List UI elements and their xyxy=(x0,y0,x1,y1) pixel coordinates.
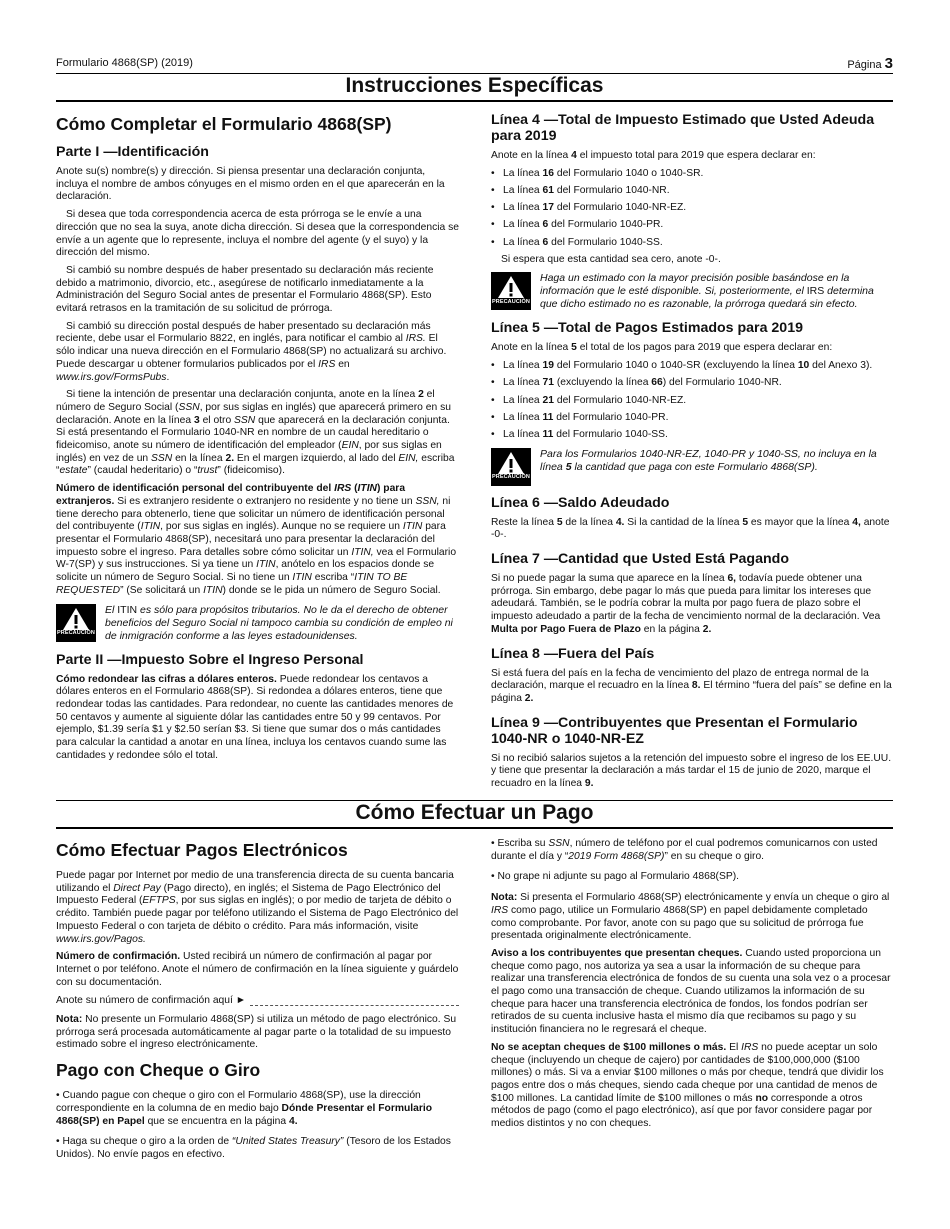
paragraph: • Escriba su SSN, número de teléfono por el cual podremos comunicarnos con usted durante el día y “2019 Form 4868(SP)” en su cheque o giro. xyxy=(491,838,878,862)
forms-link[interactable]: www.irs.gov/FormsPubs xyxy=(56,371,167,383)
paragraph: Si espera que esta cantidad sea cero, anote -0-. xyxy=(501,253,721,265)
list-item: • La línea 19 del Formulario 1040 o 1040-SR (excluyendo la línea 10 del Anexo 3). xyxy=(491,360,894,373)
caution-text: Haga un estimado con la mayor precisión posible basándose en la información que le esté disponible. Si, posteriormente, el IRS determina que dicho estimado no es razonable, la prórroga quedará sin efecto. xyxy=(540,272,874,311)
linea-4-list xyxy=(491,168,894,250)
paragraph: Si está fuera del país en la fecha de vencimiento del plazo de entrega normal de la declaración, marque el recuadro en la línea 8. El término “fuera del país” se define en la página 2. xyxy=(491,667,892,704)
heading-linea-6: Línea 6 —Saldo Adeudado xyxy=(491,494,670,511)
paragraph: Si desea que toda correspondencia acerca de esta prórroga se le envíe a una dirección que no sea la suya, anote dicha dirección. Si desea que la correspondencia se envíe a un agente que lo represente, incluya el nombre del agente (y el suyo) y la dirección del mismo. xyxy=(56,209,459,259)
paragraph-redondear: Cómo redondear las cifras a dólares enteros. Puede redondear los centavos a dólares enteros en el Formulario 4868(SP). Si redondea a dólares enteros, tiene que redondear todas las cantidades. Para redondear, no cuente las cantidades menores de 50 centavos y aumente al siguiente dólar las cantidades entre 50 y 99 centavos. Por ejemplo, $1.39 sería $1 y $2.50 serían $3. Si tiene que sumar dos o más cantidades para calcular la cantidad a anotar en una línea, incluya los centavos cuando sume las cantidades y redondee sólo el total. xyxy=(56,673,454,761)
paragraph: Aviso a los contribuyentes que presentan cheques. Cuando usted proporciona un cheque como pago, nos autoriza ya sea a usar la información de su cheque para realizar una transferencia electrónica de fondos de su cuenta una sola vez o a procesar el pago como una transacción de cheque. Cuando utilizamos la información de su cheque para hacer una transferencia electrónica de fondos, los fondos podrían ser retirados de su cuenta inclusive hasta el mismo día que recibamos su pago y su institución financiera no le regresará el cheque. xyxy=(491,947,891,1036)
caution-icon: PRECAUCIÓN xyxy=(491,272,531,310)
paragraph: Puede pagar por Internet por medio de una transferencia directa de su cuenta bancaria utilizando el Direct Pay (Pago directo), en inglés; el Sistema de Pago Electrónico del Impuesto Federal (EFTPS, por sus siglas en inglés); o por medio de tarjeta de débito o crédito. También puede pagar por teléfono utilizando el Sistema de Pago Electrónico del Impuesto Federal o con tarjeta de débito o crédito. Para más información, visite www.irs.gov/Pagos. xyxy=(56,870,459,945)
paragraph: No se aceptan cheques de $100 millones o más. El IRS no puede aceptar un solo cheque (incluyendo un cheque de cajero) por cantidades de $100,000,000 ($100 millones) o más. Si va a enviar $100 millones o más por cheque, tendrá que dividir los pagos entre dos o más cheques, siendo cada cheque por una cantidad de menos de $100 millones. La cantidad límite de $100 millones o más no corresponde a otros métodos de pago (como el pago electrónico), así que por favor considere pagar por medios distintos y no con cheques. xyxy=(491,1041,884,1130)
section-title-instrucciones: Instrucciones Específicas xyxy=(345,74,604,97)
paragraph: Nota: No presente un Formulario 4868(SP) si utiliza un método de pago electrónico. Su prórroga será procesada automáticamente al pagar parte o la totalidad de su impuesto estimado sobre el ingreso electrónicamente. xyxy=(56,1014,457,1051)
paragraph: Si no puede pagar la suma que aparece en la línea 6, todavía puede obtener una prórroga. Sin embargo, debe pagar lo más que pueda para limitar los intereses que adeudará. También, se le podría cobrar la multa por pago fuera de plazo sobre el impuesto adeudado a partir de la fecha de vencimiento normal de la declaración. Vea Multa por Pago Fuera de Plazo en la página 2. xyxy=(491,573,881,635)
list-item: • La línea 16 del Formulario 1040 o 1040-SR. xyxy=(491,168,894,181)
caution-text: Para los Formularios 1040-NR-EZ, 1040-PR y 1040-SS, no incluya en la línea 5 la cantidad que paga con este Formulario 4868(SP). xyxy=(540,447,877,473)
list-item: • La línea 6 del Formulario 1040-PR. xyxy=(491,219,894,232)
list-item: • La línea 21 del Formulario 1040-NR-EZ. xyxy=(491,395,894,408)
right-column-lineas xyxy=(491,112,894,796)
caution-icon: PRECAUCIÓN xyxy=(491,448,531,486)
paragraph: Si no recibió salarios sujetos a la retención del impuesto sobre el ingreso de los EE.UU. y tiene que presentar la declaración a más tardar el 15 de junio de 2020, marque el recuadro en la línea 9. xyxy=(491,752,892,790)
list-item: • La línea 71 (excluyendo la línea 66) del Formulario 1040-NR. xyxy=(491,377,894,390)
heading-como-completar: Cómo Completar el Formulario 4868(SP) xyxy=(56,114,392,134)
right-column-pagos xyxy=(491,838,894,1136)
heading-linea-9: Línea 9 —Contribuyentes que Presentan el Formulario 1040-NR o 1040-NR-EZ xyxy=(491,714,858,747)
paragraph: • Haga su cheque o giro a la orden de “United States Treasury” (Tesoro de los Estados Unidos). No envíe pagos en efectivo. xyxy=(56,1136,451,1160)
section-rule xyxy=(56,100,893,102)
page-number: 3 xyxy=(884,55,893,72)
left-column-pagos xyxy=(56,838,459,1167)
heading-linea-8: Línea 8 —Fuera del País xyxy=(491,645,655,662)
section-rule xyxy=(56,827,893,829)
paragraph: • Cuando pague con cheque o giro con el Formulario 4868(SP), use la dirección correspondiente en la columna de en medio bajo Dónde Presentar el Formulario 4868(SP) en Papel que se encuentra en la página 4. xyxy=(56,1090,433,1127)
paragraph: Si cambió su dirección postal después de haber presentado su declaración más reciente, debe usar el Formulario 8822, en inglés, para notificar el cambio al IRS. El sólo indicar una nueva dirección en el Formulario 4868(SP) no actualizará su archivo. Puede descargar u obtener formularios publicados por el IRS en www.irs.gov/FormsPubs. xyxy=(56,320,447,383)
caution-note-estimado xyxy=(491,272,894,311)
paragraph: Anote su(s) nombre(s) y dirección. Si piensa presentar una declaración conjunta, incluya el nombre de ambos cónyuges en el mismo orden en el que aparecerán en la declaración. xyxy=(56,166,445,203)
list-item: • La línea 17 del Formulario 1040-NR-EZ. xyxy=(491,202,894,215)
heading-linea-7: Línea 7 —Cantidad que Usted Está Pagando xyxy=(491,551,789,568)
caution-note-linea-5 xyxy=(491,448,894,486)
list-item: • La línea 11 del Formulario 1040-SS. xyxy=(491,429,894,442)
paragraph: Número de confirmación. Usted recibirá un número de confirmación al pagar por Internet o por teléfono. Anote el número de confirmación en la línea siguiente y guárdelo con su documentación. xyxy=(56,951,459,988)
heading-linea-5: Línea 5 —Total de Pagos Estimados para 2019 xyxy=(491,320,803,337)
confirmation-number-field[interactable] xyxy=(250,1005,459,1006)
paragraph: Anote en la línea 5 el total de los pagos para 2019 que espera declarar en: xyxy=(491,342,833,354)
paragraph: Si cambió su nombre después de haber presentado su declaración más reciente debido a matrimonio, divorcio, etc., asegúrese de notificarlo inmediatamente a la Administración del Seguro Social antes de presentar el Formulario 4868(SP). Esto evitará retrasos en la tramitación de su solicitud de prórroga. xyxy=(56,264,434,315)
paragraph: • No grape ni adjunte su pago al Formulario 4868(SP). xyxy=(491,871,740,883)
paragraph-itin: Número de identificación personal del contribuyente del IRS (ITIN) para extranjeros. Si es extranjero residente o extranjero no residente y no tiene un SSN, ni tiene derecho para obtenerlo, tiene que solicitar un número de identificación personal del contribuyente (ITIN, por sus siglas en inglés). Aunque no se requiere un ITIN para presentar el Formulario 4868(SP), necesitará uno para presentar la declaración del impuesto sobre el ingreso. Para detalles sobre cómo solicitar un ITIN, vea el Formulario W-7(SP) y sus instrucciones. Si ya tiene un ITIN, anótelo en los espacios donde se solicite un número de Seguro Social. Si no tiene un ITIN escriba “ITIN TO BE REQUESTED” (Se solicitará un ITIN) donde se le pida un número de Seguro Social. xyxy=(56,483,457,596)
confirmation-line xyxy=(56,995,459,1008)
pagos-link[interactable]: www.irs.gov/Pagos. xyxy=(56,933,146,945)
paragraph: Si tiene la intención de presentar una declaración conjunta, anote en la línea 2 el número de Seguro Social (SSN, por sus siglas en inglés) que aparecerá primero en su declaración. Anote en la línea 3 el otro SSN que aparecerá en la declaración conjunta. Si está presentando el Formulario 1040-NR en nombre de un caudal hereditario o fideicomiso, anote su número de identificación del empleador (EIN, por sus siglas en inglés) en vez de un SSN en la línea 2. En el margen izquierdo, al lado del EIN, escriba “estate” (caudal hederitario) o “trust” (fideicomiso). xyxy=(56,389,455,477)
paragraph: Nota: Si presenta el Formulario 4868(SP) electrónicamente y envía un cheque o giro al IRS como pago, utilice un Formulario 4868(SP) en papel debidamente completado como comprobante. Por favor, anote con su pago que su solicitud de prórroga fue presentada originalmente electrónicamente. xyxy=(491,892,890,942)
page-header xyxy=(56,55,893,71)
paragraph: Anote en la línea 4 el impuesto total para 2019 que espera declarar en: xyxy=(491,150,816,161)
caution-icon: PRECAUCIÓN xyxy=(56,604,96,642)
left-column-instructions xyxy=(56,112,459,767)
heading-linea-4: Línea 4 —Total de Impuesto Estimado que Usted Adeuda para 2019 xyxy=(491,112,875,144)
confirmation-label: Anote su número de confirmación aquí ► xyxy=(56,995,246,1007)
heading-cheque-giro: Pago con Cheque o Giro xyxy=(56,1060,261,1081)
caution-text: El ITIN es sólo para propósitos tributarios. No le da el derecho de obtener beneficios del Seguro Social ni tampoco cambia su condición de empleo ni de inmigración conforme a las leyes estadounidenses. xyxy=(105,603,453,642)
heading-parte-2: Parte II —Impuesto Sobre el Ingreso Personal xyxy=(56,651,364,668)
form-label: Formulario 4868(SP) (2019) xyxy=(56,57,193,69)
heading-pagos-electronicos: Cómo Efectuar Pagos Electrónicos xyxy=(56,840,348,860)
heading-parte-1: Parte I —Identificación xyxy=(56,144,209,160)
list-item: • La línea 11 del Formulario 1040-PR. xyxy=(491,412,894,425)
paragraph: Reste la línea 5 de la línea 4. Si la cantidad de la línea 5 es mayor que la línea 4, anote -0-. xyxy=(491,516,890,541)
section-title-pago: Cómo Efectuar un Pago xyxy=(355,801,594,824)
page-indicator: Página 3 xyxy=(847,55,893,72)
list-item: • La línea 6 del Formulario 1040-SS. xyxy=(491,237,894,250)
linea-5-list xyxy=(491,360,894,442)
list-item: • La línea 61 del Formulario 1040-NR. xyxy=(491,185,894,198)
caution-note-itin xyxy=(56,604,459,643)
